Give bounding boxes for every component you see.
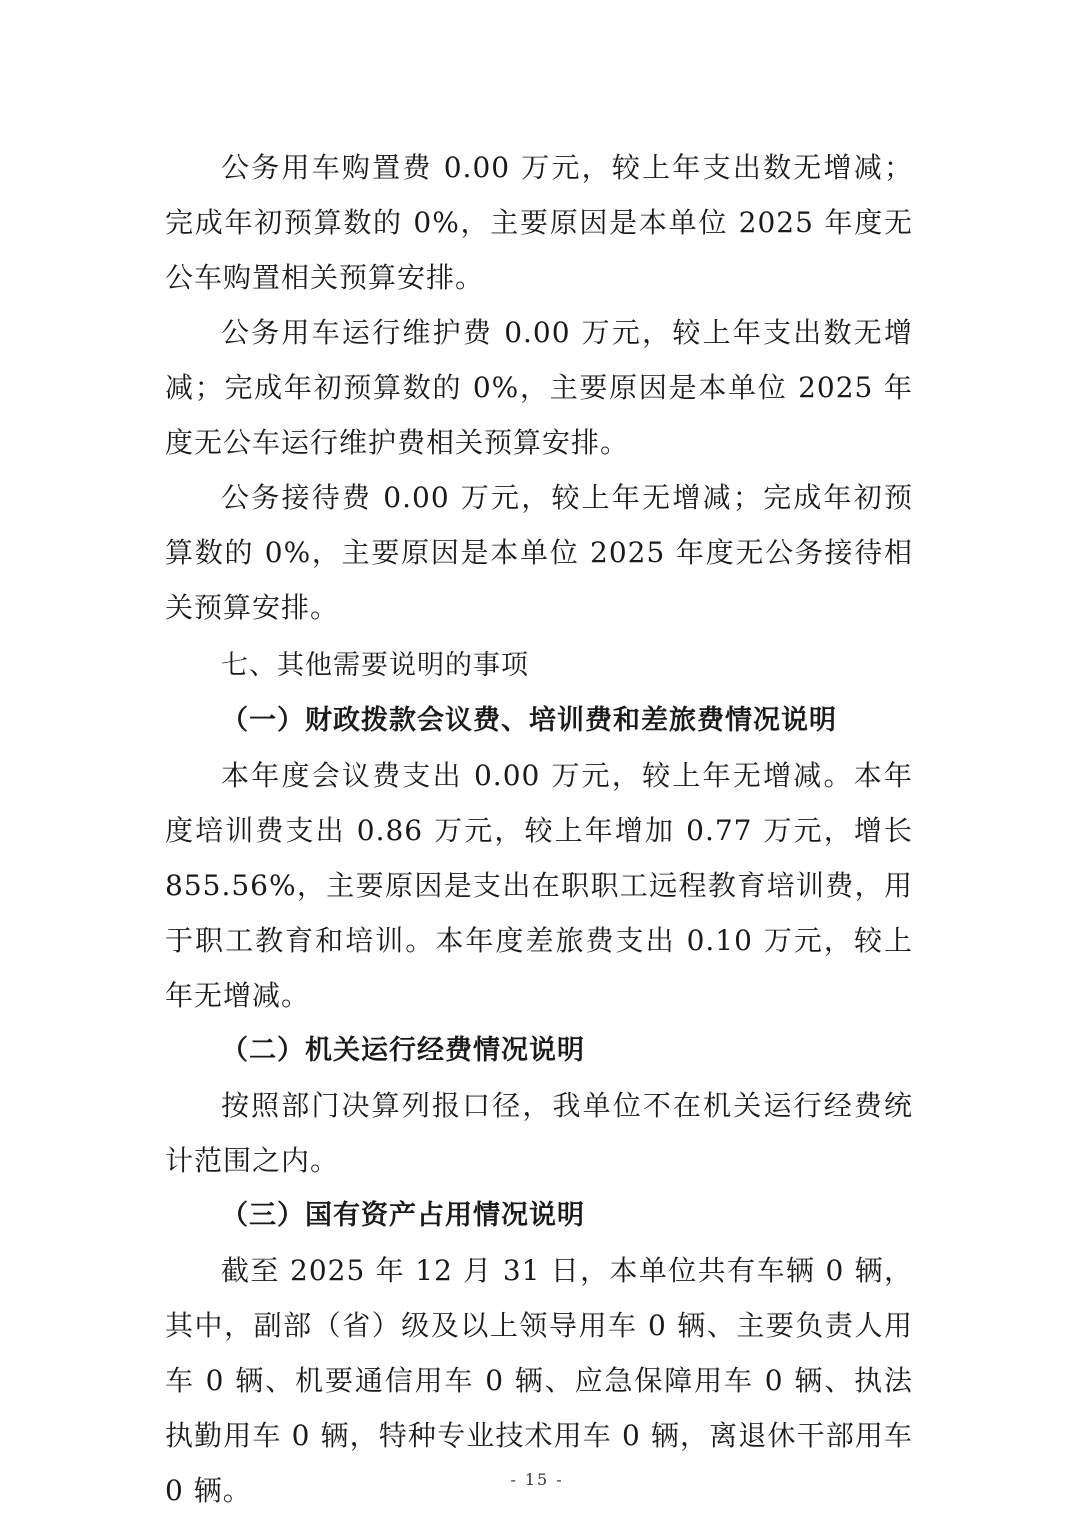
subsection-one-body: 本年度会议费支出 0.00 万元，较上年无增减。本年度培训费支出 0.86 万元，较上年增加 0.77 万元，增长 855.56%，主要原因是支出在职职工远程教育培训费，用于职工教育和培训。本年度差旅费支出 0.10 万元，较上年无增减。: [165, 759, 913, 1012]
section-seven-title: 七、其他需要说明的事项: [221, 650, 529, 681]
page-number: - 15 -: [510, 1470, 564, 1489]
subsection-two-title: （二）机关运行经费情况说明: [221, 1035, 585, 1066]
document-body: [165, 140, 913, 1518]
paragraph-car-maintenance: 公务用车运行维护费 0.00 万元，较上年支出数无增减；完成年初预算数的 0%，主要原因是本单位 2025 年度无公车运行维护费相关预算安排。: [165, 316, 913, 459]
paragraph-car-purchase: 公务用车购置费 0.00 万元，较上年支出数无增减；完成年初预算数的 0%，主要原因是本单位 2025 年度无公车购置相关预算安排。: [165, 151, 913, 294]
paragraph-reception: 公务接待费 0.00 万元，较上年无增减；完成年初预算数的 0%，主要原因是本单位 2025 年度无公务接待相关预算安排。: [165, 481, 913, 624]
subsection-one-title: （一）财政拨款会议费、培训费和差旅费情况说明: [221, 705, 837, 736]
subsection-three-title: （三）国有资产占用情况说明: [221, 1200, 585, 1231]
subsection-three-body: 截至 2025 年 12 月 31 日，本单位共有车辆 0 辆，其中，副部（省）级及以上领导用车 0 辆、主要负责人用车 0 辆、机要通信用车 0 辆、应急保障用车 0 辆、执法执勤用车 0 辆，特种专业技术用车 0 辆，离退休干部用车 0 辆。: [165, 1254, 913, 1507]
subsection-two-body: 按照部门决算列报口径，我单位不在机关运行经费统计范围之内。: [165, 1089, 913, 1177]
